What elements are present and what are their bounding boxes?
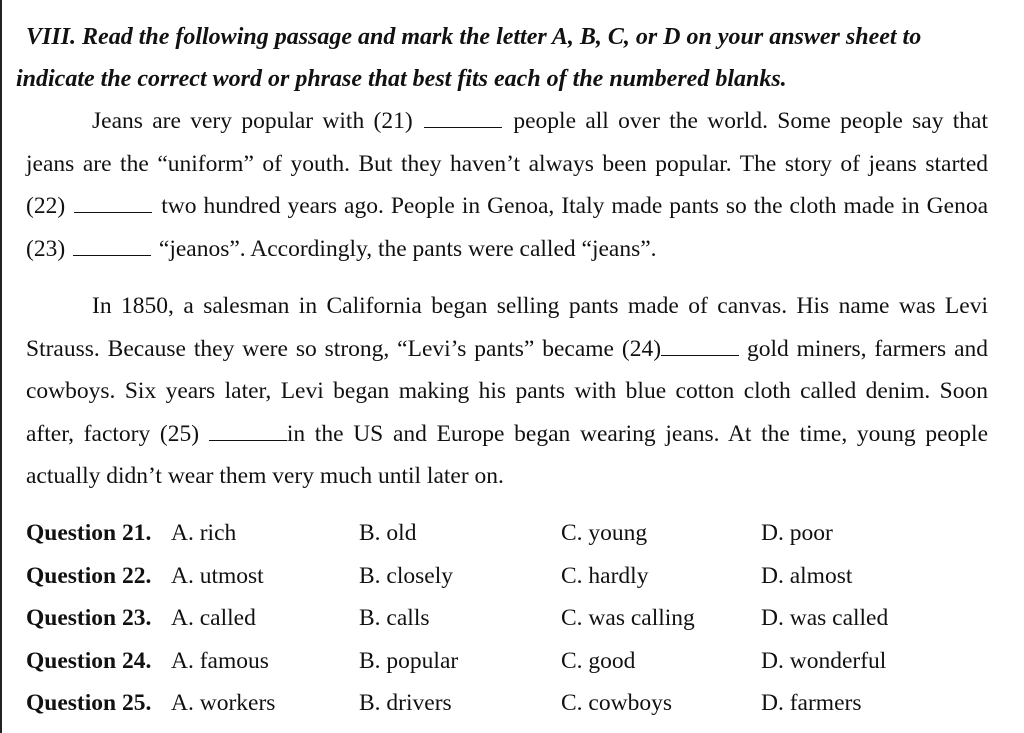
question-row-24 [26, 644, 1006, 687]
option-d: D. wonderful [761, 647, 887, 674]
option-b: B. calls [359, 605, 430, 631]
blank-24 [661, 337, 739, 356]
passage-text: gold miners, farmers and cowboys. Six years later, Levi began making his pants with blue cotton cloth called denim. Soon after, factory (25) [26, 335, 988, 447]
blank-22 [74, 194, 152, 213]
option-d: D. farmers [761, 690, 862, 716]
option-c: C. cowboys [561, 690, 672, 716]
blank-23 [73, 237, 151, 256]
passage-text: people all over the world. Some people say that jeans are the “uniform” of youth. But they haven’t always been popular. The story of jeans started (22) [26, 108, 989, 219]
option-a: A. workers [171, 690, 276, 716]
option-d: D. poor [761, 520, 833, 546]
option-d: D. almost [761, 562, 853, 589]
option-c: C. hardly [561, 562, 649, 589]
question-label: Question 23. [26, 605, 152, 631]
blank-25 [209, 422, 287, 441]
question-label: Question 21. [26, 520, 152, 546]
option-b: B. closely [359, 562, 453, 589]
passage-text: Jeans are very popular with (21) [92, 108, 413, 134]
section-instructions [16, 16, 1006, 100]
passage-paragraph-2 [26, 285, 988, 498]
option-a: A. famous [171, 647, 269, 674]
instructions-line-2: indicate the correct word or phrase that best fits each of the numbered blanks. [16, 66, 787, 92]
option-b: B. drivers [359, 690, 452, 716]
option-d: D. was called [761, 605, 889, 631]
option-a: A. called [171, 605, 256, 631]
passage-paragraph-1 [26, 100, 988, 270]
blank-21 [424, 109, 502, 128]
page-left-border [0, 0, 2, 733]
question-row-22 [26, 559, 1006, 602]
passage-text: in the US and Europe began wearing jeans. At the time, young people actually didn’t wear them very much until later on. [26, 420, 989, 489]
option-c: C. good [561, 647, 636, 674]
question-row-25 [26, 686, 1006, 729]
question-list [26, 516, 1006, 729]
option-a: A. rich [171, 520, 237, 546]
question-label: Question 24. [26, 647, 152, 674]
option-b: B. old [359, 520, 417, 546]
passage-text: two hundred years ago. People in Genoa, Italy made pants so the cloth made in Genoa (23) [26, 193, 989, 262]
question-label: Question 25. [26, 690, 152, 716]
question-label: Question 22. [26, 562, 152, 589]
option-c: C. was calling [561, 605, 695, 631]
passage-text: In 1850, a salesman in California began selling pants made of canvas. His name was Levi Strauss. Because they were so strong, “Levi’s pants” became (24) [26, 293, 988, 362]
option-b: B. popular [359, 647, 459, 674]
option-a: A. utmost [171, 562, 264, 589]
instructions-line-1: VIII. Read the following passage and mark the letter A, B, C, or D on your answer sheet to [26, 24, 922, 50]
option-c: C. young [561, 520, 648, 546]
question-row-23 [26, 601, 1006, 644]
passage-text: “jeanos”. Accordingly, the pants were called “jeans”. [158, 235, 657, 262]
question-row-21 [26, 516, 1006, 559]
